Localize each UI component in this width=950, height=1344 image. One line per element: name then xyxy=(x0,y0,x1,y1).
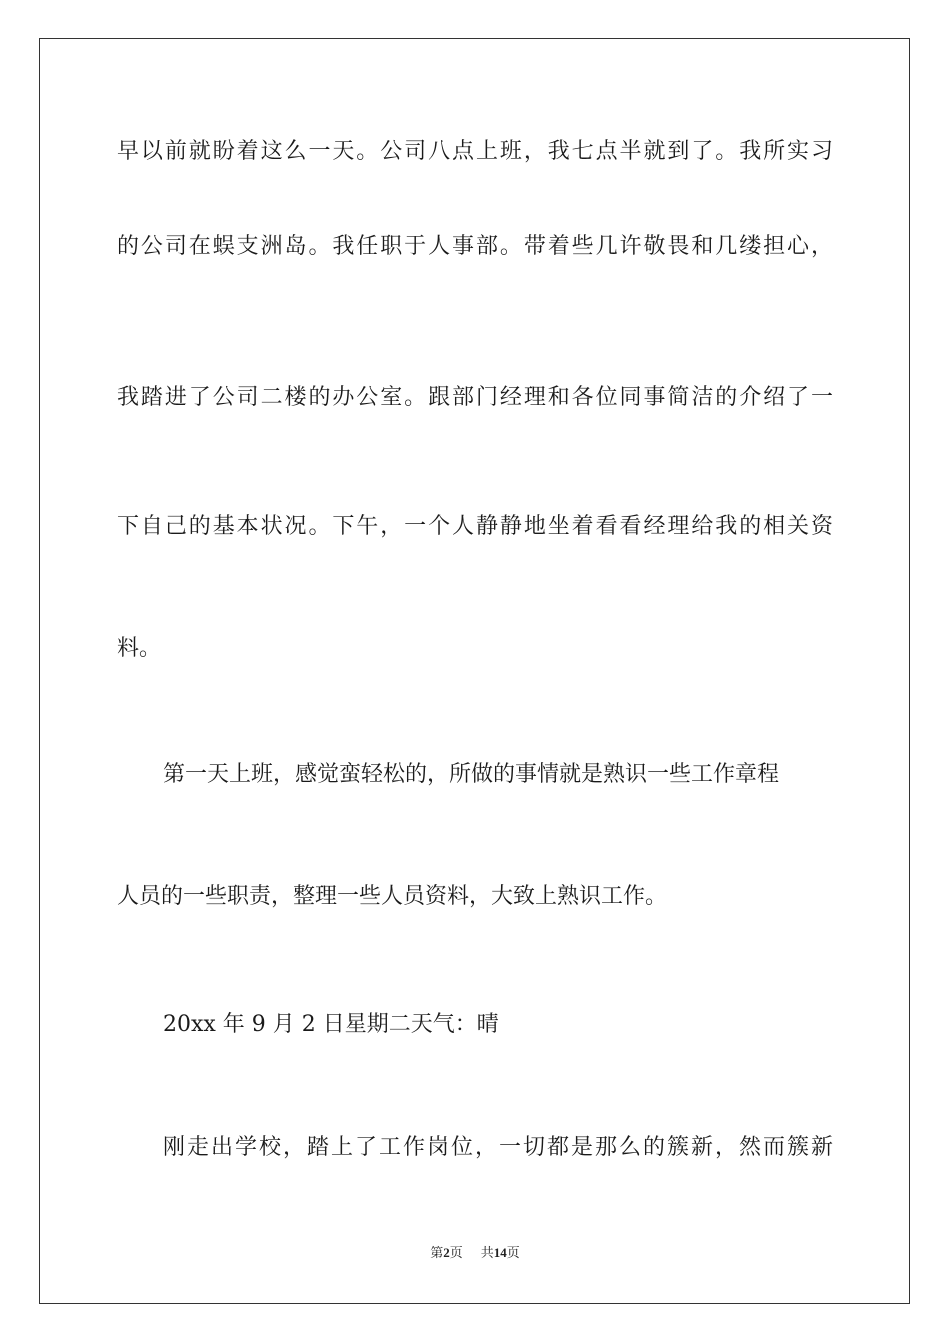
text-line-1: 早以前就盼着这么一天。公司八点上班，我七点半就到了。我所实习 xyxy=(117,139,833,164)
current-page-number: 2 xyxy=(443,1245,450,1260)
text-line-2: 的公司在蜈支洲岛。我任职于人事部。带着些几许敬畏和几缕担心， xyxy=(117,234,833,259)
total-prefix: 共 xyxy=(480,1245,494,1260)
text-line-4: 下自己的基本状况。下午，一个人静静地坐着看看经理给我的相关资 xyxy=(117,514,833,539)
text-line-5: 料。 xyxy=(117,636,162,661)
page-prefix: 第 xyxy=(430,1245,444,1260)
text-line-7: 人员的一些职责，整理一些人员资料，大致上熟识工作。 xyxy=(117,884,668,909)
text-line-3: 我踏进了公司二楼的办公室。跟部门经理和各位同事简洁的介绍了一 xyxy=(117,385,833,410)
page-border xyxy=(39,38,910,1304)
page-suffix: 页 xyxy=(449,1245,463,1260)
page-footer xyxy=(0,1244,950,1262)
total-suffix: 页 xyxy=(506,1245,520,1260)
paragraph-start-line-2: 刚走出学校，踏上了工作岗位，一切都是那么的簇新，然而簇新 xyxy=(163,1135,833,1160)
total-page-count: 14 xyxy=(493,1245,507,1260)
diary-date-heading: 20xx 年 9 月 2 日星期二天气：晴 xyxy=(163,1012,499,1037)
paragraph-start-line: 第一天上班，感觉蛮轻松的，所做的事情就是熟识一些工作章程 xyxy=(163,762,780,787)
